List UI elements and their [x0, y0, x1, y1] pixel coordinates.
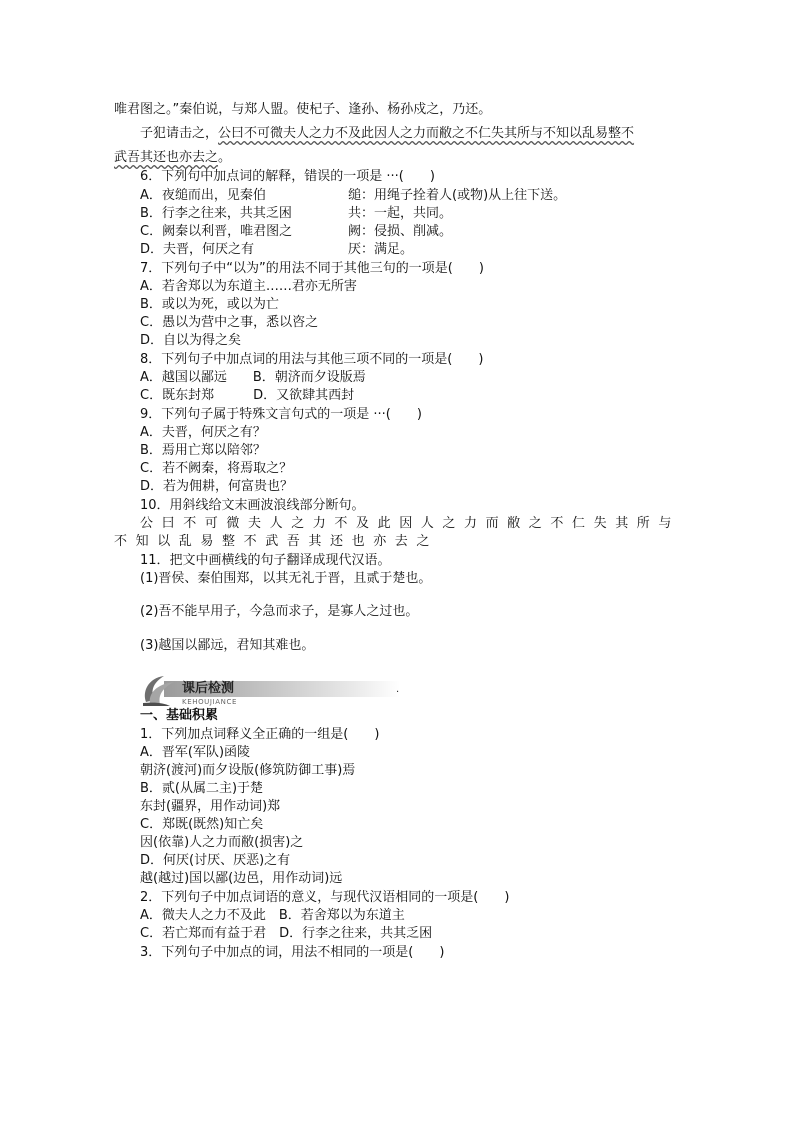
question-6-option-a-gloss: 缒：用绳子拴着人(或物)从上往下送。 [348, 188, 567, 203]
question-6-option-c-gloss: 阙：侵损、削减。 [348, 224, 453, 239]
section1-question-1-option-d: D．何厌(讨厌、厌恶)之有 [140, 853, 291, 868]
section1-question-2-stem: 2．下列句子中加点词语的意义，与现代汉语相同的一项是( ) [140, 890, 510, 905]
question-6-option-a: A．夜缒而出，见秦伯 [140, 188, 266, 203]
section1-question-1-stem: 1．下列加点词释义全正确的一组是( ) [140, 727, 380, 742]
section1-question-1-option-b-cont: 东封(疆界，用作动词)郑 [140, 799, 281, 814]
question-9-option-b: B．焉用亡郑以陪邻？ [140, 443, 266, 458]
question-9-stem: 9．下列句子属于特殊文言句式的一项是 ···( ) [140, 407, 422, 422]
banner-subtitle: KEHOUJIANCE [182, 698, 237, 706]
section1-question-1-option-c-cont: 因(依靠)人之力而敝(损害)之 [140, 835, 304, 850]
section1-question-2-options-cd: C．若亡郑而有益于君 D．行李之往来，共其乏困 [140, 926, 433, 941]
banner-title: 课后检测 [182, 681, 235, 696]
section-banner [140, 672, 400, 708]
question-9-option-d: D．若为佣耕，何富贵也？ [140, 479, 294, 494]
section1-question-1-option-d-cont: 越(越过)国以鄙(边邑，用作动词)远 [140, 871, 343, 886]
question-11-stem: 11．把文中画横线的句子翻译成现代汉语。 [140, 553, 391, 568]
question-10-text-line-2: 不知以乱易整不武吾其还也亦去之 [114, 534, 439, 549]
question-7-option-a: A．若舍郑以为东道主……君亦无所害 [140, 279, 357, 294]
question-8-options-cd: C．既东封郑 D．又欲肆其西封 [140, 388, 355, 403]
section1-question-3-stem: 3．下列句子中加点的词，用法不相同的一项是( ) [140, 945, 445, 960]
question-9-option-a: A．夫晋，何厌之有？ [140, 425, 266, 440]
question-6-stem: 6．下列句中加点词的解释，错误的一项是 ···( ) [140, 169, 435, 184]
question-6-option-b: B．行李之往来，共其乏困 [140, 206, 292, 221]
passage-line-1: 唯君图之。”秦伯说，与郑人盟。使杞子、逢孙、杨孙戍之，乃还。 [114, 102, 492, 117]
question-6-option-d: D．夫晋，何厌之有 [140, 242, 255, 257]
question-7-option-c: C．愚以为营中之事，悉以咨之 [140, 315, 319, 330]
swoosh-logo-icon [140, 672, 180, 708]
wavy-underlined-text-end: 武吾其还也亦去之 [114, 150, 219, 165]
question-6-option-c: C．阙秦以利晋，唯君图之 [140, 224, 293, 239]
question-7-option-b: B．或以为死，或以为亡 [140, 297, 279, 312]
question-8-stem: 8．下列句子中加点词的用法与其他三项不同的一项是( ) [140, 352, 484, 367]
question-6-option-d-gloss: 厌：满足。 [348, 242, 414, 257]
wavy-underlined-text: 公曰不可微夫人之力不及此因人之力而敝之不仁失其所与不知以乱易整不 [218, 126, 635, 141]
question-11-sentence-3: (3)越国以鄙远，君知其难也。 [140, 638, 315, 653]
banner-dot: . [396, 684, 400, 695]
question-7-option-d: D．自以为得之矣 [140, 333, 242, 348]
question-10-text-line-1: 公曰不可微夫人之力不及此因人之力而敝之不仁失其所与 [140, 516, 681, 531]
question-10-stem: 10．用斜线给文末画波浪线部分断句。 [140, 498, 365, 513]
passage-line-3-suffix: 。 [218, 150, 232, 165]
question-6-option-b-gloss: 共：一起，共同。 [348, 206, 453, 221]
section1-question-1-option-a-cont: 朝济(渡河)而夕设版(修筑防御工事)焉 [140, 763, 356, 778]
section1-question-1-option-b: B．贰(从属二主)于楚 [140, 781, 264, 796]
section1-question-2-options-ab: A．微夫人之力不及此 B．若舍郑以为东道主 [140, 908, 405, 923]
section-heading-basic: 一、基础积累 [140, 708, 219, 723]
question-11-sentence-2: (2)吾不能早用子，今急而求子，是寡人之过也。 [140, 604, 419, 619]
question-9-option-c: C．若不阙秦，将焉取之？ [140, 461, 293, 476]
question-8-options-ab: A．越国以鄙远 B．朝济而夕设版焉 [140, 370, 366, 385]
question-7-stem: 7．下列句子中“以为”的用法不同于其他三句的一项是( ) [140, 261, 484, 276]
section1-question-1-option-a: A．晋军(军队)函陵 [140, 745, 251, 760]
question-11-sentence-1: (1)晋侯、秦伯围郑，以其无礼于晋，且贰于楚也。 [140, 571, 432, 586]
passage-line-2-prefix: 子犯请击之， [140, 126, 219, 141]
passage-line-2 [140, 125, 634, 143]
passage-line-3 [114, 149, 231, 167]
section1-question-1-option-c: C．郑既(既然)知亡矣 [140, 817, 264, 832]
